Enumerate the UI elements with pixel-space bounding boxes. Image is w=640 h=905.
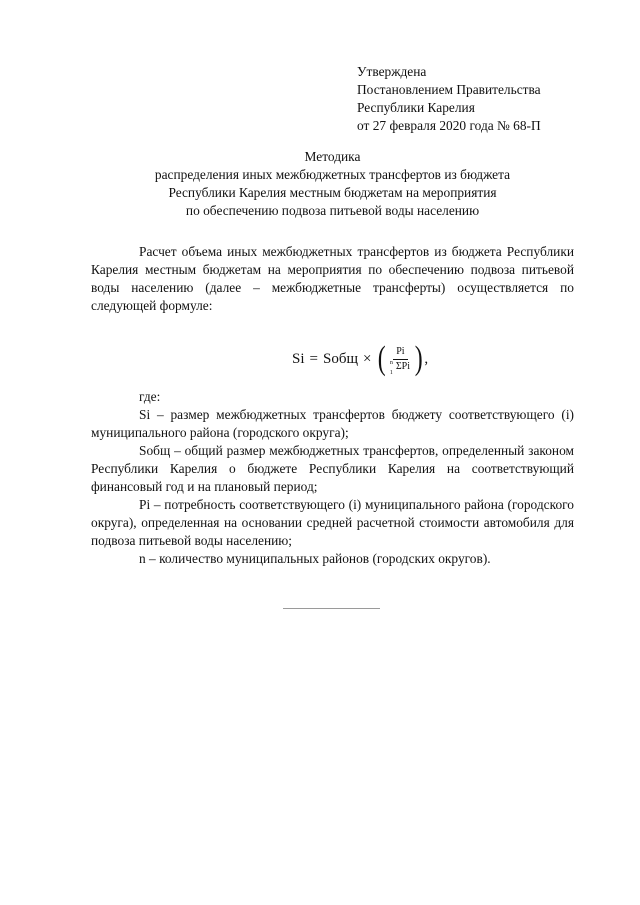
formula-close-paren: ) xyxy=(414,340,423,377)
formula-fraction xyxy=(389,345,412,376)
formula-trailing-comma: , xyxy=(424,350,429,367)
formula-total: Sобщ xyxy=(322,350,359,367)
approval-block xyxy=(357,63,541,135)
definition-si: Si – размер межбюджетных трансфертов бюджету соответствующего (i) муниципального района (городского округа); xyxy=(91,407,574,440)
definition-pi: Pi – потребность соответствующего (i) муниципального района (городского округа), определенная на основании средней расчетной стоимости автомобиля для подвоза питьевой воды населению; xyxy=(91,497,574,548)
approval-line-approved: Утверждена xyxy=(357,64,427,79)
title-heading: Методика xyxy=(304,149,361,164)
definition-s-total: Sобщ – общий размер межбюджетных трансфертов, определенный законом Республики Карелия о бюджете Республики Карелия на соответствующий финансовый год и на плановый период; xyxy=(91,443,574,494)
formula xyxy=(292,339,428,379)
approval-line-republic: Республики Карелия xyxy=(357,100,475,115)
sum-upper-limit: n xyxy=(389,359,393,366)
intro-paragraph: Расчет объема иных межбюджетных трансфертов из бюджета Республики Карелия местным бюджетам на мероприятия по обеспечению подвоза питьевой воды населению (далее – межбюджетные трансферты) осуществляется по следующей формуле: xyxy=(91,244,574,313)
document-title xyxy=(60,148,605,220)
title-line-4: по обеспечению подвоза питьевой воды населению xyxy=(185,203,480,218)
approval-line-date: от 27 февраля 2020 года № 68-П xyxy=(357,118,541,133)
approval-line-resolution: Постановлением Правительства xyxy=(357,82,541,97)
title-line-3: Республики Карелия местным бюджетам на мероприятия xyxy=(168,185,497,200)
end-divider xyxy=(283,608,380,609)
formula-denominator xyxy=(389,359,412,376)
formula-numerator: Pi xyxy=(393,346,407,360)
definitions-block xyxy=(91,388,574,568)
title-line-2: распределения иных межбюджетных трансфертов из бюджета xyxy=(154,167,511,182)
formula-equals: = xyxy=(309,350,318,367)
definitions-where: где: xyxy=(139,389,161,404)
formula-lhs: Si xyxy=(292,350,305,367)
definition-n: n – количество муниципальных районов (городских округов). xyxy=(139,551,491,566)
denominator-term: Pi xyxy=(401,360,410,372)
sum-lower-limit: 1 xyxy=(389,369,393,376)
formula-open-paren: ( xyxy=(378,340,387,377)
formula-times: × xyxy=(363,350,372,367)
sum-sigma: Σ xyxy=(395,360,402,372)
